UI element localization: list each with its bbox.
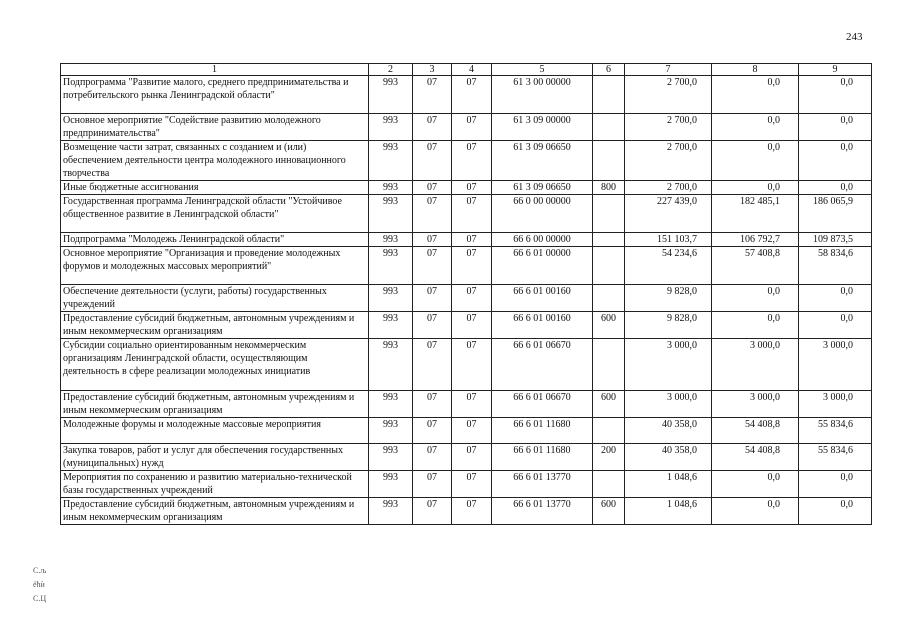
row-subsection-cell: 07 [452,418,492,444]
row-section-cell: 07 [413,181,452,195]
row-amount-2021-cell: 109 873,5 [799,233,872,247]
margin-mark: С.Ц [33,594,47,603]
row-amount-2021-cell: 3 000,0 [799,391,872,418]
row-code-cell: 993 [369,181,413,195]
row-amount-2019-cell: 227 439,0 [625,195,712,233]
row-target-cell: 66 6 01 00160 [492,312,593,339]
row-subsection-cell: 07 [452,141,492,181]
row-amount-2019-cell: 3 000,0 [625,391,712,418]
page-number: 243 [846,31,863,43]
header-cell: 8 [712,64,799,76]
row-name-cell: Закупка товаров, работ и услуг для обеспечения государственных (муниципальных) нужд [61,444,369,471]
row-name-cell: Подпрограмма "Молодежь Ленинградской области" [61,233,369,247]
row-amount-2020-cell: 0,0 [712,285,799,312]
row-target-cell: 66 6 01 11680 [492,418,593,444]
row-section-cell: 07 [413,312,452,339]
row-section-cell: 07 [413,471,452,498]
row-section-cell: 07 [413,76,452,114]
row-target-cell: 61 3 09 00000 [492,114,593,141]
row-code-cell: 993 [369,114,413,141]
header-cell: 1 [61,64,369,76]
row-code-cell: 993 [369,141,413,181]
row-type-cell [593,76,625,114]
margin-mark: ёћѝ [33,580,45,589]
row-amount-2020-cell: 106 792,7 [712,233,799,247]
row-type-cell [593,247,625,285]
row-name-cell: Подпрограмма "Развитие малого, среднего предпринимательства и потребительского рынка Ленинградской области" [61,76,369,114]
row-code-cell: 993 [369,233,413,247]
row-target-cell: 66 6 01 00000 [492,247,593,285]
table-row [61,233,872,247]
row-amount-2021-cell: 0,0 [799,498,872,525]
row-name-cell: Иные бюджетные ассигнования [61,181,369,195]
table-row [61,141,872,181]
header-cell: 6 [593,64,625,76]
row-amount-2019-cell: 2 700,0 [625,181,712,195]
row-name-cell: Субсидии социально ориентированным некоммерческим организациям Ленинградской области, осуществляющим деятельность в сфере реализации молодежных инициатив [61,339,369,391]
row-code-cell: 993 [369,76,413,114]
row-target-cell: 66 6 00 00000 [492,233,593,247]
margin-mark: С.љ [33,566,47,575]
row-amount-2020-cell: 0,0 [712,498,799,525]
row-amount-2021-cell: 0,0 [799,141,872,181]
row-type-cell [593,339,625,391]
table-row [61,444,872,471]
row-code-cell: 993 [369,312,413,339]
row-amount-2020-cell: 54 408,8 [712,418,799,444]
row-name-cell: Государственная программа Ленинградской области "Устойчивое общественное развитие в Ленинградской области" [61,195,369,233]
row-amount-2021-cell: 0,0 [799,114,872,141]
row-amount-2020-cell: 0,0 [712,181,799,195]
row-type-cell [593,471,625,498]
header-cell: 7 [625,64,712,76]
row-amount-2019-cell: 9 828,0 [625,312,712,339]
row-section-cell: 07 [413,141,452,181]
header-cell: 4 [452,64,492,76]
row-type-cell [593,141,625,181]
row-type-cell: 600 [593,498,625,525]
row-name-cell: Предоставление субсидий бюджетным, автономным учреждениям и иным некоммерческим организациям [61,312,369,339]
row-target-cell: 66 6 01 13770 [492,471,593,498]
row-amount-2020-cell: 182 485,1 [712,195,799,233]
row-type-cell: 800 [593,181,625,195]
table-row [61,114,872,141]
row-target-cell: 61 3 00 00000 [492,76,593,114]
row-amount-2021-cell: 0,0 [799,181,872,195]
row-code-cell: 993 [369,418,413,444]
row-target-cell: 66 6 01 06670 [492,391,593,418]
row-target-cell: 66 6 01 06670 [492,339,593,391]
row-amount-2019-cell: 2 700,0 [625,76,712,114]
header-cell: 2 [369,64,413,76]
row-subsection-cell: 07 [452,195,492,233]
row-name-cell: Возмещение части затрат, связанных с созданием и (или) обеспечением деятельности центра молодежного инновационного творчества [61,141,369,181]
row-amount-2019-cell: 54 234,6 [625,247,712,285]
row-name-cell: Основное мероприятие "Организация и проведение молодежных форумов и молодежных массовых мероприятий" [61,247,369,285]
table-row [61,181,872,195]
row-amount-2020-cell: 3 000,0 [712,339,799,391]
row-amount-2021-cell: 3 000,0 [799,339,872,391]
row-target-cell: 66 6 01 00160 [492,285,593,312]
row-amount-2019-cell: 40 358,0 [625,418,712,444]
header-cell: 9 [799,64,872,76]
row-type-cell: 200 [593,444,625,471]
table-row [61,471,872,498]
row-amount-2020-cell: 0,0 [712,76,799,114]
table-row [61,498,872,525]
row-name-cell: Молодежные форумы и молодежные массовые мероприятия [61,418,369,444]
row-amount-2020-cell: 54 408,8 [712,444,799,471]
row-section-cell: 07 [413,195,452,233]
row-subsection-cell: 07 [452,312,492,339]
row-name-cell: Основное мероприятие "Содействие развитию молодежного предпринимательства" [61,114,369,141]
row-amount-2019-cell: 1 048,6 [625,471,712,498]
row-code-cell: 993 [369,471,413,498]
header-cell: 3 [413,64,452,76]
row-target-cell: 61 3 09 06650 [492,181,593,195]
row-amount-2019-cell: 151 103,7 [625,233,712,247]
row-type-cell [593,418,625,444]
row-code-cell: 993 [369,391,413,418]
row-amount-2020-cell: 0,0 [712,471,799,498]
row-type-cell [593,285,625,312]
row-section-cell: 07 [413,339,452,391]
row-section-cell: 07 [413,233,452,247]
row-type-cell [593,114,625,141]
table-row [61,76,872,114]
row-type-cell [593,195,625,233]
row-target-cell: 61 3 09 06650 [492,141,593,181]
row-name-cell: Предоставление субсидий бюджетным, автономным учреждениям и иным некоммерческим организациям [61,391,369,418]
row-subsection-cell: 07 [452,471,492,498]
row-amount-2021-cell: 0,0 [799,312,872,339]
table-row [61,339,872,391]
row-amount-2021-cell: 0,0 [799,76,872,114]
row-code-cell: 993 [369,444,413,471]
header-row [61,64,872,76]
row-subsection-cell: 07 [452,181,492,195]
row-amount-2021-cell: 0,0 [799,285,872,312]
row-code-cell: 993 [369,498,413,525]
row-amount-2019-cell: 9 828,0 [625,285,712,312]
row-amount-2021-cell: 0,0 [799,471,872,498]
row-name-cell: Обеспечение деятельности (услуги, работы) государственных учреждений [61,285,369,312]
row-subsection-cell: 07 [452,285,492,312]
row-name-cell: Мероприятия по сохранению и развитию материально-технической базы государственных учреждений [61,471,369,498]
row-amount-2021-cell: 58 834,6 [799,247,872,285]
row-amount-2020-cell: 0,0 [712,312,799,339]
row-section-cell: 07 [413,444,452,471]
row-amount-2019-cell: 2 700,0 [625,114,712,141]
row-section-cell: 07 [413,391,452,418]
row-subsection-cell: 07 [452,114,492,141]
row-section-cell: 07 [413,498,452,525]
row-amount-2019-cell: 40 358,0 [625,444,712,471]
row-section-cell: 07 [413,285,452,312]
row-code-cell: 993 [369,247,413,285]
table-row [61,195,872,233]
row-subsection-cell: 07 [452,444,492,471]
row-code-cell: 993 [369,339,413,391]
row-amount-2020-cell: 57 408,8 [712,247,799,285]
row-subsection-cell: 07 [452,247,492,285]
row-subsection-cell: 07 [452,339,492,391]
row-subsection-cell: 07 [452,498,492,525]
row-target-cell: 66 6 01 13770 [492,498,593,525]
row-amount-2021-cell: 186 065,9 [799,195,872,233]
budget-table [60,63,872,525]
table-row [61,391,872,418]
row-amount-2019-cell: 1 048,6 [625,498,712,525]
row-target-cell: 66 0 00 00000 [492,195,593,233]
row-subsection-cell: 07 [452,76,492,114]
table-row [61,312,872,339]
row-amount-2020-cell: 0,0 [712,141,799,181]
row-section-cell: 07 [413,114,452,141]
row-amount-2020-cell: 3 000,0 [712,391,799,418]
row-amount-2020-cell: 0,0 [712,114,799,141]
row-section-cell: 07 [413,247,452,285]
table-row [61,285,872,312]
row-amount-2019-cell: 3 000,0 [625,339,712,391]
row-code-cell: 993 [369,285,413,312]
row-target-cell: 66 6 01 11680 [492,444,593,471]
row-type-cell: 600 [593,312,625,339]
table-row [61,247,872,285]
row-type-cell [593,233,625,247]
row-subsection-cell: 07 [452,391,492,418]
row-section-cell: 07 [413,418,452,444]
row-amount-2019-cell: 2 700,0 [625,141,712,181]
table-row [61,418,872,444]
row-name-cell: Предоставление субсидий бюджетным, автономным учреждениям и иным некоммерческим организациям [61,498,369,525]
header-cell: 5 [492,64,593,76]
row-type-cell: 600 [593,391,625,418]
row-amount-2021-cell: 55 834,6 [799,444,872,471]
row-code-cell: 993 [369,195,413,233]
row-amount-2021-cell: 55 834,6 [799,418,872,444]
row-subsection-cell: 07 [452,233,492,247]
